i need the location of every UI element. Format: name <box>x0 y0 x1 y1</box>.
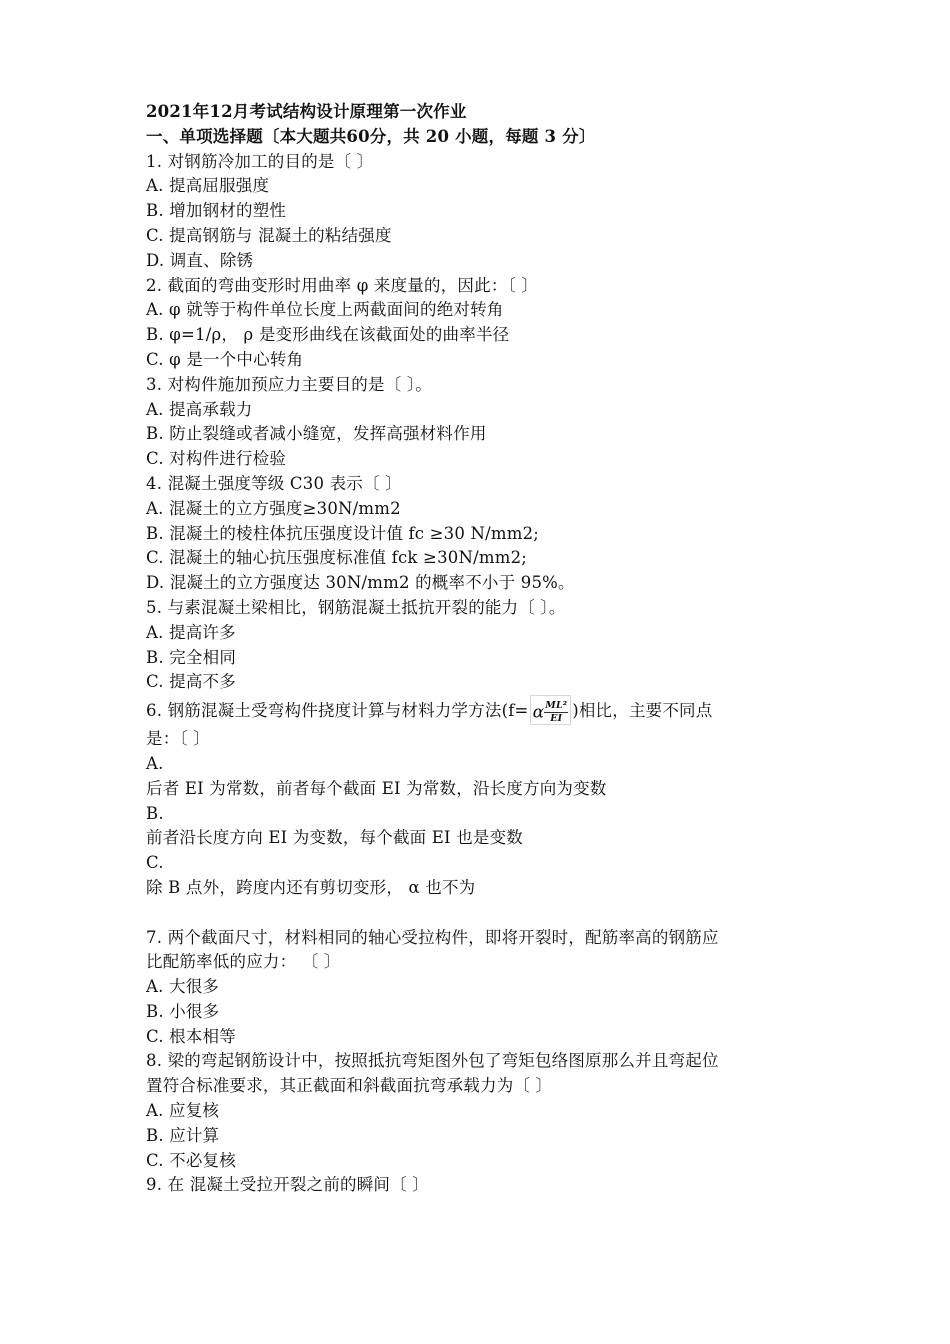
option-line: B. 防止裂缝或者减小缝宽，发挥高强材料作用 <box>146 424 487 444</box>
option-line: A. 提高屈服强度 <box>146 176 270 196</box>
question-line: 7. 两个截面尺寸，材料相同的轴心受拉构件，即将开裂时，配筋率高的钢筋应 <box>146 927 719 947</box>
question-block-7-9 <box>146 926 826 1199</box>
option-label: A. <box>146 753 164 773</box>
question-line: 3. 对构件施加预应力主要目的是〔 〕。 <box>146 374 432 394</box>
option-line: A. 提高承载力 <box>146 399 253 419</box>
question-block-6 <box>146 727 826 901</box>
option-line: C. 混凝土的轴心抗压强度标准值 fck ≥30N/mm2; <box>146 548 528 568</box>
option-line: 除 B 点外，跨度内还有剪切变形， α 也不为 <box>146 877 476 897</box>
question-line: 1. 对钢筋冷加工的目的是〔 〕 <box>146 151 374 171</box>
question-6-text-after: )相比，主要不同点 <box>572 701 713 721</box>
option-line: A. 大很多 <box>146 977 220 997</box>
option-line: A. 提高许多 <box>146 622 236 642</box>
deflection-formula <box>530 695 572 725</box>
blank-gap <box>146 901 826 926</box>
document-page <box>146 100 826 1198</box>
formula-fraction <box>544 700 568 725</box>
formula-numerator: ML² <box>545 699 568 711</box>
option-line: C. 根本相等 <box>146 1026 236 1046</box>
formula-denominator: EI <box>550 712 563 724</box>
document-title: 2021年12月考试结构设计原理第一次作业 <box>146 102 467 121</box>
option-line: A. φ 就等于构件单位长度上两截面间的绝对转角 <box>146 300 504 320</box>
section-heading: 一、单项选择题〔本大题共60分，共 20 小题，每题 3 分〕 <box>146 126 596 146</box>
question-6-text-before: 6. 钢筋混凝土受弯构件挠度计算与材料力学方法(f= <box>146 701 529 721</box>
option-line: A. 应复核 <box>146 1101 220 1121</box>
question-line: 是：〔 〕 <box>146 729 210 749</box>
option-line: C. 不必复核 <box>146 1150 236 1170</box>
option-line: B. 混凝土的棱柱体抗压强度设计值 fc ≥30 N/mm2; <box>146 523 540 543</box>
question-line: 4. 混凝土强度等级 C30 表示〔 〕 <box>146 473 402 493</box>
option-line: B. 增加钢材的塑性 <box>146 201 287 221</box>
option-line: C. 对构件进行检验 <box>146 449 287 469</box>
option-line: 后者 EI 为常数，前者每个截面 EI 为常数，沿长度方向为变数 <box>146 778 607 798</box>
option-line: D. 调直、除锈 <box>146 250 254 270</box>
question-line: 5. 与素混凝土梁相比，钢筋混凝土抵抗开裂的能力〔 〕。 <box>146 597 566 617</box>
option-line: B. φ=1/ρ， ρ 是变形曲线在该截面处的曲率半径 <box>146 325 510 345</box>
option-line: C. 提高不多 <box>146 672 236 692</box>
option-line: A. 混凝土的立方强度≥30N/mm2 <box>146 498 401 518</box>
option-line: B. 小很多 <box>146 1001 220 1021</box>
question-line: 比配筋率低的应力： 〔 〕 <box>146 952 341 972</box>
question-line: 9. 在 混凝土受拉开裂之前的瞬间〔 〕 <box>146 1175 429 1195</box>
option-line: 前者沿长度方向 EI 为变数，每个截面 EI 也是变数 <box>146 828 524 848</box>
option-line: D. 混凝土的立方强度达 30N/mm2 的概率不小于 95%。 <box>146 573 575 593</box>
question-line: 2. 截面的弯曲变形时用曲率 φ 来度量的，因此：〔 〕 <box>146 275 539 295</box>
question-line: 置符合标准要求，其正截面和斜截面抗弯承载力为〔 〕 <box>146 1076 553 1096</box>
question-line: 8. 梁的弯起钢筋设计中，按照抵抗弯矩图外包了弯矩包络图原那么并且弯起位 <box>146 1051 719 1071</box>
option-label: C. <box>146 853 164 873</box>
option-line: C. φ 是一个中心转角 <box>146 349 304 369</box>
option-label: B. <box>146 803 164 823</box>
option-line: C. 提高钢筋与 混凝土的粘结强度 <box>146 225 392 245</box>
question-block-1-5 <box>146 150 826 696</box>
option-line: B. 应计算 <box>146 1125 220 1145</box>
formula-alpha: α <box>532 702 545 723</box>
question-6-line <box>146 695 826 727</box>
option-line: B. 完全相同 <box>146 647 237 667</box>
